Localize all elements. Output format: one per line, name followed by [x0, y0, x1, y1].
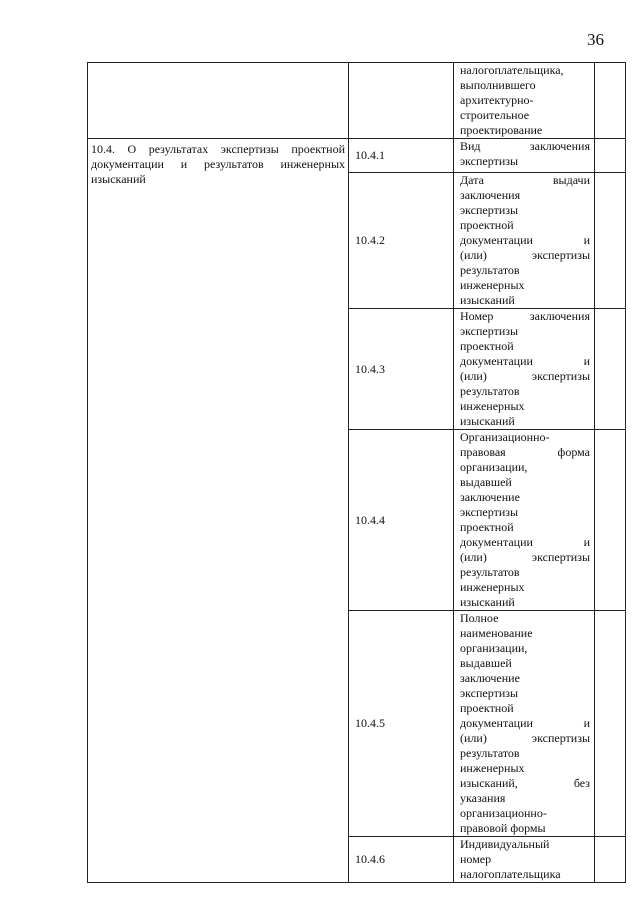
description-line: результатов [460, 384, 520, 398]
description-line: Индивидуальный [460, 837, 550, 851]
continuation-row [88, 63, 626, 139]
description-line: выполнившего [460, 78, 536, 92]
row-code: 10.4.1 [349, 139, 454, 173]
description-lines [460, 173, 590, 308]
description-line: (или) экспертизы [460, 248, 590, 262]
table-row [88, 139, 626, 173]
description-line: экспертизы [460, 203, 519, 217]
description-line: инженерных [460, 761, 525, 775]
description-line: экспертизы [460, 324, 519, 338]
description-line: изысканий [460, 595, 515, 609]
description-line: результатов [460, 746, 520, 760]
description-line: Организационно- [460, 430, 550, 444]
description-line: наименование [460, 626, 533, 640]
description-line: инженерных [460, 278, 525, 292]
row-description [454, 430, 595, 611]
row-code: 10.4.2 [349, 173, 454, 309]
description-line: проектной [460, 339, 514, 353]
description-line: заключение [460, 490, 520, 504]
description-line: Номер заключения [460, 309, 590, 323]
description-line: изысканий, без [460, 776, 590, 790]
description-line: номер [460, 852, 492, 866]
empty-cell [595, 139, 626, 173]
description-line: документации и [460, 354, 590, 368]
table-body [88, 63, 626, 883]
description-lines [460, 611, 590, 836]
description-line: (или) экспертизы [460, 550, 590, 564]
empty-cell [595, 309, 626, 430]
continuation-description [454, 63, 595, 139]
description-line: налогоплательщика, [460, 63, 564, 77]
description-lines [460, 837, 590, 882]
row-description [454, 611, 595, 837]
description-lines [460, 430, 590, 610]
description-line: проектной [460, 218, 514, 232]
description-lines [460, 309, 590, 429]
empty-cell [595, 173, 626, 309]
description-lines [460, 63, 590, 138]
row-code: 10.4.3 [349, 309, 454, 430]
description-line: результатов [460, 565, 520, 579]
empty-cell [595, 611, 626, 837]
description-line: выдавшей [460, 475, 512, 489]
row-description [454, 139, 595, 173]
empty-cell [349, 63, 454, 139]
page-number: 36 [587, 30, 604, 49]
description-line: изысканий [460, 414, 515, 428]
description-line: экспертизы [460, 686, 519, 700]
requirements-table [87, 62, 626, 883]
description-line: архитектурно- [460, 93, 534, 107]
section-title: 10.4. О результатах экспертизы проектной документации и результатов инженерных изысканий [88, 139, 349, 883]
description-line: заключение [460, 671, 520, 685]
description-line: Дата выдачи [460, 173, 590, 187]
empty-cell [595, 837, 626, 883]
description-line: организации, [460, 460, 528, 474]
description-line: инженерных [460, 580, 525, 594]
description-line: Полное [460, 611, 499, 625]
description-line: экспертизы [460, 505, 519, 519]
description-line: Вид заключения [460, 139, 590, 153]
description-line: документации и [460, 233, 590, 247]
description-line: налогоплательщика [460, 867, 561, 881]
description-line: экспертизы [460, 154, 519, 168]
row-description [454, 837, 595, 883]
description-line: инженерных [460, 399, 525, 413]
description-line: указания [460, 791, 506, 805]
description-line: документации и [460, 535, 590, 549]
description-line: заключения [460, 188, 521, 202]
row-code: 10.4.6 [349, 837, 454, 883]
description-lines [460, 139, 590, 169]
row-description [454, 173, 595, 309]
description-line: строительное [460, 108, 530, 122]
description-line: правовой формы [460, 821, 546, 835]
description-line: (или) экспертизы [460, 369, 590, 383]
description-line: организационно- [460, 806, 547, 820]
empty-cell [595, 430, 626, 611]
description-line: проектной [460, 701, 514, 715]
description-line: результатов [460, 263, 520, 277]
description-line: организации, [460, 641, 528, 655]
description-line: документации и [460, 716, 590, 730]
row-description [454, 309, 595, 430]
description-line: правовая форма [460, 445, 590, 459]
row-code: 10.4.4 [349, 430, 454, 611]
description-line: проектной [460, 520, 514, 534]
description-line: (или) экспертизы [460, 731, 590, 745]
empty-cell [88, 63, 349, 139]
row-code: 10.4.5 [349, 611, 454, 837]
description-line: изысканий [460, 293, 515, 307]
empty-cell [595, 63, 626, 139]
description-line: выдавшей [460, 656, 512, 670]
description-line: проектирование [460, 123, 543, 137]
